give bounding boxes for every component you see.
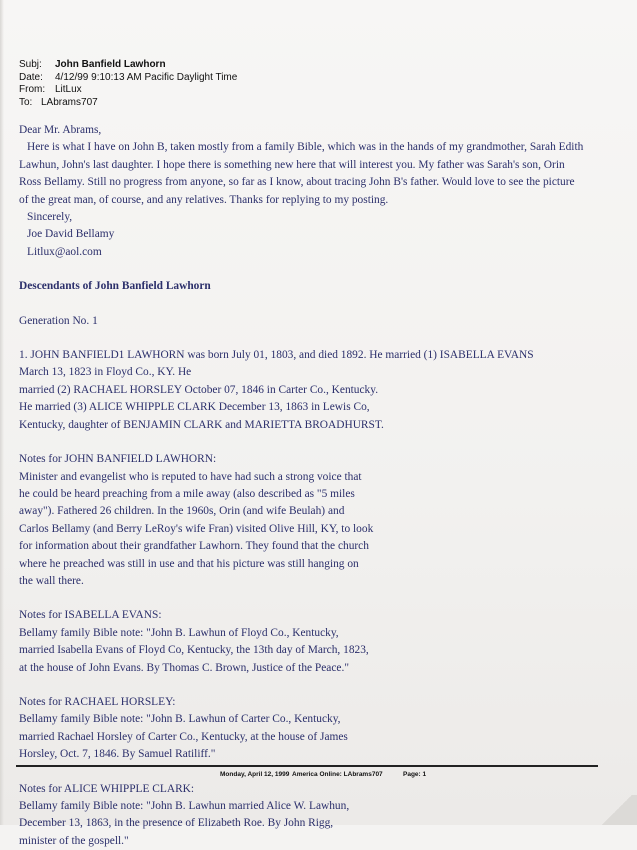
letter-line: Lawhun, John's last daughter. I hope there is something new here that will interest you. My father was Sarah's son, Orin <box>19 158 565 171</box>
email-body <box>19 122 619 850</box>
from-value: LitLux <box>55 84 82 95</box>
entry-line: 1. JOHN BANFIELD1 LAWHORN was born July 01, 1803, and died 1892. He married (1) ISABELLA EVANS <box>19 349 534 362</box>
letter-line: Ross Bellamy. Still no progress from anyone, so far as I know, about tracing John B's father. Would love to see the picture <box>19 176 575 189</box>
notes-title: Notes for ISABELLA EVANS: <box>19 609 162 622</box>
notes-line: Carlos Bellamy (and Berry LeRoy's wife Fran) visited Olive Hill, KY, to look <box>19 522 374 535</box>
notes-line: married Rachael Horsley of Carter Co., Kentucky, at the house of James <box>19 730 348 743</box>
notes-line: for information about their grandfather Lawhorn. They found that the church <box>19 540 369 553</box>
email-header <box>19 59 237 109</box>
notes-line: Bellamy family Bible note: "John B. Lawhun married Alice W. Lawhun, <box>19 800 350 812</box>
subject-row <box>19 59 237 72</box>
notes-line: Bellamy family Bible note: "John B. Lawhun of Floyd Co., Kentucky, <box>19 626 339 639</box>
date-label: Date: <box>19 71 43 83</box>
entry-line: Kentucky, daughter of BENJAMIN CLARK and MARIETTA BROADHURST. <box>19 418 384 431</box>
notes-line: married Isabella Evans of Floyd Co, Kentucky, the 13th day of March, 1823, <box>19 644 369 657</box>
to-value: LAbrams707 <box>41 96 98 108</box>
page-fold-corner <box>597 795 637 825</box>
notes-line: Horsley, Oct. 7, 1846. By Samuel Ratiliff." <box>19 748 216 761</box>
notes-line: the wall there. <box>19 574 84 587</box>
notes-line: December 13, 1863, in the presence of Elizabeth Roe. By John Rigg, <box>19 817 334 830</box>
letter-line: of the great man, of course, and any relatives. Thanks for replying to my posting. <box>19 193 389 206</box>
footer-service: America Online: LAbrams707 <box>292 771 383 778</box>
signature: Joe David Bellamy <box>27 228 115 241</box>
from-label: From: <box>19 84 46 95</box>
salutation: Dear Mr. Abrams, <box>19 124 102 136</box>
entry-line: married (2) RACHAEL HORSLEY October 07, 1846 in Carter Co., Kentucky. <box>19 383 379 396</box>
from-row <box>19 84 237 97</box>
email-address: Litlux@aol.com <box>27 245 102 258</box>
to-label: To: <box>19 96 33 108</box>
notes-title: Notes for RACHAEL HORSLEY: <box>19 695 176 708</box>
entry-line: He married (3) ALICE WHIPPLE CLARK December 13, 1863 in Lewis Co, <box>19 401 370 414</box>
notes-line: at the house of John Evans. By Thomas C. Brown, Justice of the Peace." <box>19 661 349 674</box>
footer-page-number: Page: 1 <box>403 771 427 778</box>
entry-line: March 13, 1823 in Floyd Co., KY. He <box>19 366 192 379</box>
notes-line: minister of the gospell." <box>19 834 129 847</box>
date-row <box>19 72 237 85</box>
subject-label: Subj: <box>19 59 42 70</box>
closing: Sincerely, <box>27 211 73 224</box>
subject-value: John Banfield Lawhorn <box>55 59 166 70</box>
descendants-title: Descendants of John Banfield Lawhorn <box>19 280 211 293</box>
notes-title: Notes for ALICE WHIPPLE CLARK: <box>19 782 195 795</box>
to-row <box>19 97 237 110</box>
footer-date: Monday, April 12, 1999 <box>220 771 290 778</box>
notes-line: Bellamy family Bible note: "John B. Lawhun of Carter Co., Kentucky, <box>19 713 341 726</box>
notes-line: away"). Fathered 26 children. In the 1960s, Orin (and wife Beulah) and <box>19 505 345 518</box>
date-value: 4/12/99 9:10:13 AM Pacific Daylight Time <box>55 71 238 83</box>
footer-rule <box>16 765 598 767</box>
notes-line: he could be heard preaching from a mile away (also described as "5 miles <box>19 487 355 500</box>
notes-line: Minister and evangelist who is reputed to have had such a strong voice that <box>19 470 362 483</box>
scan-edge-shadow <box>0 0 4 825</box>
generation-heading: Generation No. 1 <box>19 314 98 327</box>
notes-line: where he preached was still in use and that his picture was still hanging on <box>19 557 359 570</box>
letter-line: Here is what I have on John B, taken mostly from a family Bible, which was in the hands of my grandmother, Sarah Edith <box>27 141 584 154</box>
notes-title: Notes for JOHN BANFIELD LAWHORN: <box>19 453 217 466</box>
